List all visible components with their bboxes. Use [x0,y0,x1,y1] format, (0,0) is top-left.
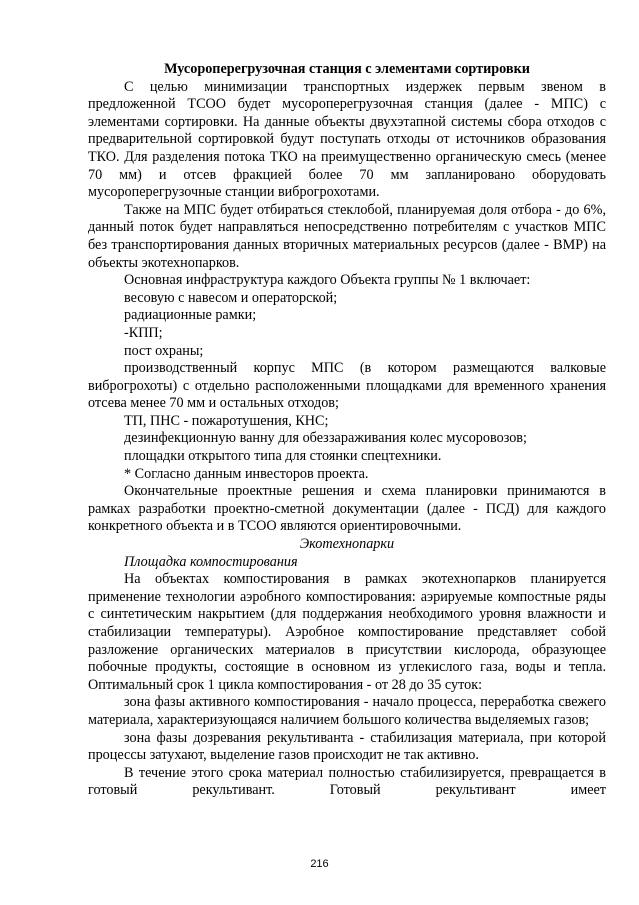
final-paragraph: В течение этого срока материал полностью стабилизируется, превращается в готовый рекультивант. Готовый рекультивант имеет [88,764,606,799]
footnote: * Согласно данным инвесторов проекта. [124,465,369,482]
page-number: 216 [310,858,329,870]
phase-item: зона фазы дозревания рекультиванта - стабилизация материала, при которой процессы затухают, выделение газов происходит не так активно. [88,729,606,764]
section-heading: Экотехнопарки [299,536,395,553]
closing-paragraph: Окончательные проектные решения и схема планировки принимаются в рамках разработки проектно-сметной документации (далее - ПСД) для каждого конкретного объекта и в ТСОО являются ориентировочными. [88,483,606,535]
list-item: -КПП; [124,324,163,341]
list-item: площадки открытого типа для стоянки спецтехники. [124,448,442,465]
list-item: ТП, ПНС - пожаротушения, КНС; [124,412,329,429]
paragraph: Основная инфраструктура каждого Объекта группы № 1 включает: [124,272,531,289]
paragraph: С целью минимизации транспортных издержек первым звеном в предложенной ТСОО будет мусороперегрузочная станция (далее - МПС) с элементами сортировки. На данные объекты двухэтапной системы сбора отходов с предварительной сортировкой будут поступать отходы от источников образования ТКО. Для разделения потока ТКО на преимущественно органическую смесь (менее 70 мм) и отсев фракцией более 70 мм запланировано оборудовать мусороперегрузочные станции виброгрохотами. [88,78,606,201]
list-item: весовую с навесом и операторской; [124,289,338,306]
subsection-heading: Площадка компостирования [124,553,298,570]
list-item: радиационные рамки; [124,307,257,324]
list-item: производственный корпус МПС (в котором размещаются валковые виброгрохоты) с отдельно расположенными площадками для временного хранения отсева менее 70 мм и остальных отходов; [88,360,606,412]
document-page [88,61,606,800]
paragraph: Также на МПС будет отбираться стеклобой, планируемая доля отбора - до 6%, данный поток будет направляться непосредственно потребителям с участков МПС без транспортирования данных вторичных материальных ресурсов (далее - ВМР) на объекты экотехнопарков. [88,201,606,271]
list-item: пост охраны; [124,342,204,359]
compost-paragraph: На объектах компостирования в рамках экотехнопарков планируется применение технологии аэробного компостирования: аэрируемые компостные ряды с синтетическим накрытием (для поддержания необходимого уровня влажности и стабилизации температуры). Аэробное компостирование представляет собой разложение органических материалов в присутствии кислорода, образующее побочные продукты, состоящие в основном из углекислого газа, воды и тепла. Оптимальный срок 1 цикла компостирования - от 28 до 35 суток: [88,571,606,693]
document-title: Мусороперегрузочная станция с элементами сортировки [164,61,530,77]
phase-item: зона фазы активного компостирования - начало процесса, переработка свежего материала, характеризующаяся наличием большого количества выделяемых газов; [88,694,606,728]
list-item: дезинфекционную ванну для обеззараживания колес мусоровозов; [124,430,527,447]
